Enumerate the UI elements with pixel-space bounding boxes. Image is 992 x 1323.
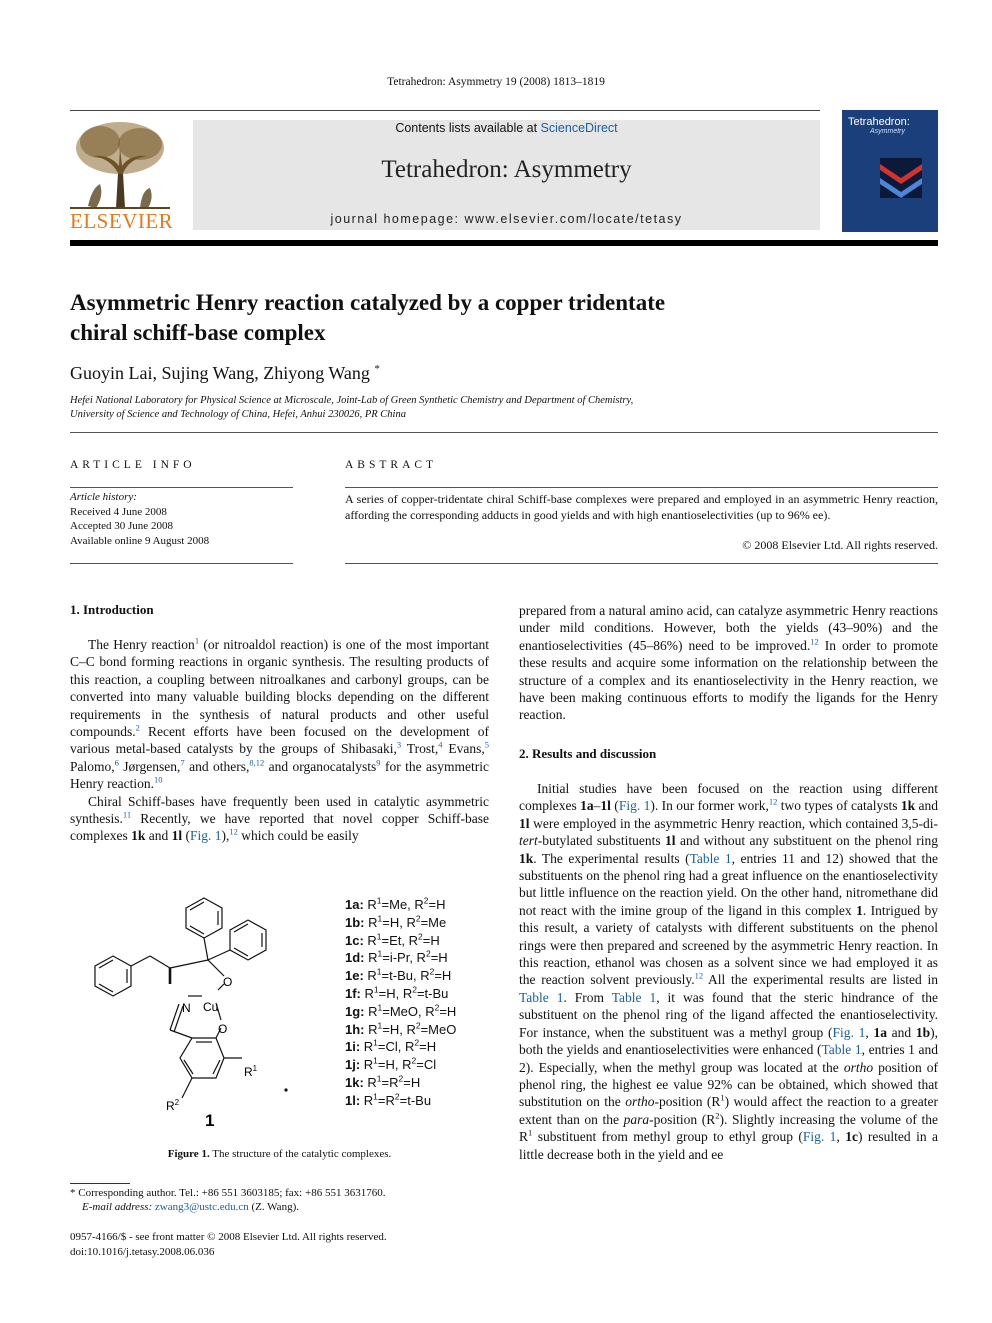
publisher-wordmark: ELSEVIER: [70, 209, 174, 233]
cover-subtitle: Asymmetry: [870, 128, 905, 135]
elsevier-tree-logo: [70, 118, 170, 210]
atom-o: O: [218, 1022, 228, 1036]
header-thick-rule: [70, 240, 938, 246]
substituent-r2: $R^2$: [166, 1098, 180, 1113]
atom-cu: Cu: [203, 1000, 219, 1014]
email-link[interactable]: zwang3@ustc.edu.cn: [154, 1201, 249, 1213]
legend-text: $R^1=t-Bu$, $R^2=H$: [363, 966, 452, 984]
phenol-ring: [180, 1038, 224, 1078]
abstract-heading: ABSTRACT: [345, 459, 438, 471]
footnote-rule: [70, 1183, 130, 1184]
catalyst-structure-diagram: [90, 888, 310, 1133]
legend-id: 1h:: [345, 1021, 365, 1037]
article-info-heading: ARTICLE INFO: [70, 459, 196, 471]
email-suffix: (Z. Wang).: [248, 1201, 299, 1213]
contents-prefix: Contents lists available at: [395, 121, 541, 135]
email-label: E-mail address:: [82, 1201, 155, 1213]
legend-id: 1e:: [345, 968, 364, 984]
journal-citation: Tetrahedron: Asymmetry 19 (2008) 1813–1819: [387, 76, 605, 88]
legend-id: 1l:: [345, 1092, 361, 1108]
legend-text: $R^1=R^2=t-Bu$: [360, 1091, 432, 1108]
compound-number: 1: [205, 1111, 215, 1130]
substituent-r1: $R^1$: [244, 1064, 258, 1079]
legend-entry: [345, 1021, 456, 1039]
email-line: [70, 1200, 385, 1214]
legend-entry: [345, 1074, 456, 1092]
legend-text: $R^1=H$, $R^2=MeO$: [364, 1020, 457, 1037]
journal-homepage[interactable]: journal homepage: www.elsevier.com/locate/tetasy: [330, 212, 683, 226]
legend-text: $R^1=H$, $R^2=t-Bu$: [360, 984, 449, 1001]
cover-artwork: [880, 158, 922, 198]
affiliation-line-1: Hefei National Laboratory for Physical Science at Microscale, Joint-Lab of Green Synthetic Chemistry and Department of Chemistry,: [70, 395, 634, 406]
section-heading-introduction: 1. Introduction: [70, 602, 154, 617]
contents-line: [193, 121, 820, 135]
introduction-body: [70, 636, 489, 845]
dot-mark: [284, 1088, 287, 1091]
legend-id: 1k:: [345, 1074, 364, 1090]
journal-name-text: Tetrahedron: Asymmetry: [381, 156, 632, 183]
authors-text: Guoyin Lai, Sujing Wang, Zhiyong Wang: [70, 363, 370, 383]
legend-entry: [345, 949, 456, 967]
legend-entry: [345, 1056, 456, 1074]
legend-id: 1j:: [345, 1057, 361, 1073]
introduction-continued: [519, 602, 938, 724]
figure-caption-text: The structure of the catalytic complexes.: [209, 1148, 392, 1160]
divider: [70, 487, 293, 488]
phenyl-ring: [230, 920, 266, 960]
corresponding-author-note: * Corresponding author. Tel.: +86 551 3603185; fax: +86 551 3631760.: [70, 1187, 386, 1199]
legend-text: $R^1=Et$, $R^2=H$: [363, 931, 440, 948]
accepted-date: Accepted 30 June 2008: [70, 520, 173, 532]
phenyl-ring: [186, 898, 222, 938]
paragraph: prepared from a natural amino acid, can catalyze asymmetric Henry reactions under mild conditions. However, both the yields (43–90%) and the enantioselectivities (45–86%) need to be improved.$^{12}$ In order to promote these results and acquire some information on the relationship between the structure of a complex and its enantioselectivity in the Henry reaction, we have been making continuous efforts to modify the ligands for the Henry reaction.: [519, 603, 939, 723]
figure-label: Figure 1.: [167, 1148, 210, 1160]
affiliation: [70, 394, 770, 422]
doi-line: doi:10.1016/j.tetasy.2008.06.036: [70, 1245, 215, 1258]
paragraph: Chiral Schiff-bases have frequently been used in catalytic asymmetric synthesis.$^{11}$ Recently, we have reported that novel copper Schiff-base complexes 1k and 1l (Fig. 1),$^{12}$ which could be easily: [70, 793, 489, 844]
affiliation-line-2: University of Science and Technology of China, Hefei, Anhui 230026, PR China: [70, 409, 406, 420]
legend-text: $R^1=i-Pr$, $R^2=H$: [364, 949, 448, 966]
legend-text: $R^1=MeO$, $R^2=H$: [364, 1002, 457, 1019]
legend-entry: [345, 932, 456, 950]
received-date: Received 4 June 2008: [70, 505, 167, 518]
legend-id: 1d:: [345, 950, 365, 966]
footer: [70, 1230, 387, 1259]
legend-text: $R^1=Me$, $R^2=H$: [363, 895, 446, 912]
top-rule: [70, 110, 820, 111]
atom-n: N: [182, 1001, 191, 1015]
legend-text: $R^1=H$, $R^2=Me$: [364, 913, 447, 930]
legend-entry: [345, 896, 456, 914]
figure-caption: [70, 1148, 489, 1160]
divider: [345, 563, 938, 564]
legend-id: 1b:: [345, 914, 365, 930]
atom-o: O: [223, 975, 233, 989]
article-history: [70, 490, 209, 548]
divider: [70, 432, 938, 433]
issn-line: 0957-4166/$ - see front matter © 2008 Elsevier Ltd. All rights reserved.: [70, 1231, 387, 1243]
divider: [70, 563, 293, 564]
legend-id: 1a:: [345, 897, 364, 912]
author-list: [70, 363, 380, 384]
legend-id: 1c:: [345, 932, 364, 948]
legend-text: $R^1=Cl$, $R^2=H$: [360, 1038, 437, 1055]
copyright: © 2008 Elsevier Ltd. All rights reserved.: [742, 538, 938, 552]
legend-text: $R^1=H$, $R^2=Cl$: [360, 1055, 437, 1073]
legend-entry: [345, 985, 456, 1003]
results-body: [519, 780, 938, 1163]
history-label: Article history:: [70, 491, 137, 503]
legend-entry: [345, 1038, 456, 1056]
legend-id: 1f:: [345, 985, 361, 1001]
abstract-text: A series of copper-tridentate chiral Schiff-base complexes were prepared and employed in an asymmetric Henry reaction, affording the corresponding adducts in good yields and with high enantioselectivities (up to 96% ee).: [345, 492, 938, 522]
footnote: [70, 1186, 385, 1214]
legend-id: 1i:: [345, 1039, 361, 1055]
legend-entry: [345, 914, 456, 932]
legend-entry: [345, 1003, 456, 1021]
online-date: Available online 9 August 2008: [70, 534, 210, 547]
legend-id: 1g:: [345, 1003, 365, 1019]
paragraph: The Henry reaction$^1$ (or nitroaldol reaction) is one of the most important C–C bond forming reactions in organic synthesis. The resulting products of this reaction, a coupling between nitroalkanes and carbonyl groups, can be converted into many valuable building blocks depending on the different requirements in the synthesis of natural products and other useful compounds.$^2$ Recent efforts have been focused on the development of various metal-based catalysts by the groups of Shibasaki,$^3$ Trost,$^4$ Evans,$^5$ Palomo,$^6$ Jørgensen,$^7$ and others,$^{8,12}$ and organocatalysts$^9$ for the asymmetric Henry reaction.$^{10}$: [70, 635, 490, 792]
title-line-2: chiral schiff-base complex: [70, 320, 326, 345]
phenyl-ring: [95, 956, 131, 996]
cover-title: Tetrahedron:: [848, 116, 910, 128]
title-line-1: Asymmetric Henry reaction catalyzed by a copper tridentate: [70, 290, 666, 315]
sciencedirect-link[interactable]: ScienceDirect: [540, 121, 618, 135]
legend-text: $R^1=R^2=H$: [363, 1073, 421, 1090]
legend-entry: [345, 1092, 456, 1110]
journal-name: [193, 156, 820, 184]
legend-entry: [345, 967, 456, 985]
section-heading-results: 2. Results and discussion: [519, 746, 657, 761]
divider: [345, 487, 938, 488]
corresponding-mark[interactable]: *: [374, 363, 380, 375]
paragraph: Initial studies have been focused on the reaction using different complexes 1a–1l (Fig. 1). In our former work,$^{12}$ two types of catalysts 1k and 1l were employed in the asymmetric Henry reaction, which contained 3,5-di-tert-butylated substituents 1l and without any substituent on the phenol ring 1k. The experimental results (Table 1, entries 11 and 12) showed that the substituents on the phenol ring had a great influence on the enantioselectivity but little influence on the reaction yield. On the other hand, nitromethane did not react with the imine group of the ligand in this complex 1. Intrigued by this result, a variety of catalysts with different substituents on the phenol rings were then prepared and screened by the asymmetric Henry reaction. In this reaction, ethanol was chosen as a solvent since we had employed it as the reaction solvent previously.$^{12}$ All the experimental results are listed in Table 1. From Table 1, it was found that the steric hindrance of the substituent on the phenol ring of the ligand affected the enantioselectivity. For instance, when the substituent was a methyl group (Fig. 1, 1a and 1b), both the yields and enantioselectivities were enhanced (Table 1, entries 1 and 2). Especially, when the methyl group was located at the ortho position of phenol ring, the highest ee value 92% can be obtained, which showed that substitution on the ortho-position $(R^1)$ would affect the reaction to a greater extent than on the para-position $(R^2)$. Slightly increasing the volume of the $R^1$ substituent from methyl group to ethyl group (Fig. 1, 1c) resulted in a little decrease both in the yield and ee: [519, 781, 939, 1162]
compound-legend: [345, 896, 456, 1110]
article-title: [70, 288, 770, 348]
